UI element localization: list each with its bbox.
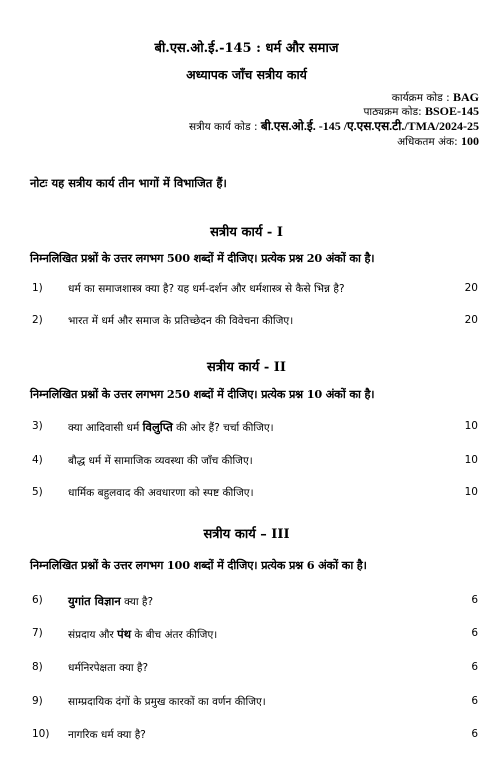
question-text-emphasis: युगांत विज्ञान <box>68 594 121 608</box>
question-text-part: संप्रदाय और <box>68 629 118 641</box>
question-text <box>68 594 153 609</box>
course-code-label: पाठ्यक्रम कोड: <box>363 106 422 118</box>
question-marks: 20 <box>464 282 478 294</box>
assignment-code <box>189 119 479 134</box>
question-number: 8) <box>32 661 43 673</box>
question-number: 3) <box>32 420 43 432</box>
question-marks: 10 <box>464 420 478 432</box>
programme-code <box>392 90 479 105</box>
question-item <box>30 420 478 436</box>
question-text <box>68 420 274 435</box>
question-item <box>30 314 478 330</box>
document-subtitle: अध्यापक जाँच सत्रीय कार्य <box>186 67 307 82</box>
section-instruction: निम्नलिखित प्रश्नों के उत्तर लगभग 100 शब्दों में दीजिए। प्रत्येक प्रश्न 6 अंकों का है। <box>30 558 367 572</box>
question-marks: 6 <box>471 695 478 707</box>
question-text-part: क्या आदिवासी धर्म <box>68 422 143 434</box>
question-number: 6) <box>32 594 43 606</box>
question-text-emphasis: विलुप्ति <box>142 420 173 434</box>
question-marks: 6 <box>471 627 478 639</box>
section-instruction: निम्नलिखित प्रश्नों के उत्तर लगभग 500 शब्दों में दीजिए। प्रत्येक प्रश्न 20 अंकों का है। <box>30 251 375 265</box>
maximum-marks <box>397 134 479 149</box>
question-item <box>30 454 478 470</box>
question-item <box>30 594 478 610</box>
question-number: 4) <box>32 454 43 466</box>
section-title: सत्रीय कार्य - I <box>210 225 283 240</box>
question-text: साम्प्रदायिक दंगों के प्रमुख कारकों का वर्णन कीजिए। <box>68 696 266 708</box>
programme-code-value: BAG <box>452 90 479 104</box>
question-item <box>30 661 478 677</box>
question-number: 1) <box>32 282 43 294</box>
assignment-code-label: सत्रीय कार्य कोड : <box>188 121 258 133</box>
programme-code-label: कार्यक्रम कोड : <box>391 92 450 104</box>
question-number: 7) <box>32 627 43 639</box>
question-marks: 6 <box>471 594 478 606</box>
section-instruction: निम्नलिखित प्रश्नों के उत्तर लगभग 250 शब्दों में दीजिए। प्रत्येक प्रश्न 10 अंकों का है। <box>30 387 375 401</box>
assignment-code-value: बी.एस.ओ.ई. -145 /ए.एस.एस.टी./TMA/2024-25 <box>260 119 479 133</box>
question-item <box>30 728 478 744</box>
question-number: 9) <box>32 695 43 707</box>
question-marks: 10 <box>464 486 478 498</box>
question-text-emphasis: पंथ <box>117 627 132 641</box>
question-marks: 6 <box>471 728 478 740</box>
course-code-value: BSOE-145 <box>424 104 479 118</box>
question-text <box>68 627 217 642</box>
document-title: बी.एस.ओ.ई.-145 : धर्म और समाज <box>154 41 339 56</box>
question-text-part: के बीच अंतर कीजिए। <box>131 629 218 641</box>
question-text-part: क्या है? <box>120 596 154 608</box>
question-item <box>30 282 478 298</box>
question-number: 10) <box>32 728 50 740</box>
question-marks: 20 <box>464 314 478 326</box>
question-item <box>30 486 478 502</box>
course-code <box>363 104 479 119</box>
question-item <box>30 695 478 711</box>
section-title: सत्रीय कार्य – III <box>203 527 290 542</box>
section-title: सत्रीय कार्य - II <box>207 360 286 375</box>
maximum-marks-label: अधिकतम अंक: <box>397 136 458 148</box>
question-marks: 6 <box>471 661 478 673</box>
question-text: बौद्ध धर्म में सामाजिक व्यवस्था की जाँच कीजिए। <box>68 455 253 467</box>
question-text: नागरिक धर्म क्या है? <box>68 729 146 741</box>
question-text: धर्म का समाजशास्त्र क्या है? यह धर्म-दर्शन और धर्मशास्त्र से कैसे भिन्न है? <box>68 283 345 295</box>
question-text-part: की ओर हैं? चर्चा कीजिए। <box>172 422 274 434</box>
maximum-marks-value: 100 <box>461 134 479 148</box>
question-text: धार्मिक बहुलवाद की अवधारणा को स्पष्ट कीजिए। <box>68 487 254 499</box>
question-number: 5) <box>32 486 43 498</box>
note-text: नोटः यह सत्रीय कार्य तीन भागों में विभाजित हैं। <box>30 176 227 190</box>
question-text: धर्मनिरपेक्षता क्या है? <box>68 662 149 674</box>
question-marks: 10 <box>464 454 478 466</box>
question-text: भारत में धर्म और समाज के प्रतिच्छेदन की विवेचना कीजिए। <box>68 315 294 327</box>
question-number: 2) <box>32 314 43 326</box>
question-item <box>30 627 478 643</box>
